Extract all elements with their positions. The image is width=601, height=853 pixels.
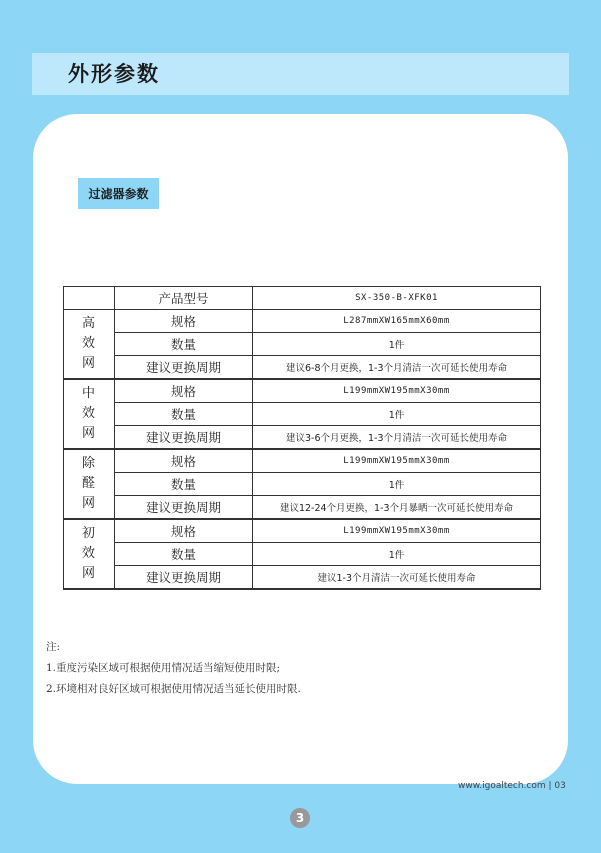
notes-heading: 注:	[46, 641, 61, 653]
section-subtitle: 过滤器参数	[78, 178, 159, 209]
quantity-label: 数量	[115, 333, 253, 356]
notes	[46, 637, 301, 700]
cycle-label: 建议更换周期	[115, 566, 253, 590]
spec-value: L199mmXW195mmX30mm	[253, 449, 541, 473]
table-row	[64, 543, 541, 566]
table-row	[64, 356, 541, 380]
cycle-label: 建议更换周期	[115, 426, 253, 450]
spec-value: L287mmXW165mmX60mm	[253, 310, 541, 333]
page-title: 外形参数	[68, 61, 160, 86]
spec-label: 规格	[115, 449, 253, 473]
table-row	[64, 379, 541, 403]
footer-url: www.igoaltech.com | 03	[458, 781, 566, 791]
table-row	[64, 496, 541, 520]
table-row	[64, 426, 541, 450]
table-row	[64, 519, 541, 543]
note-item: 2.环境相对良好区域可根据使用情况适当延长使用时限.	[46, 683, 301, 695]
quantity-label: 数量	[115, 403, 253, 426]
spec-label: 规格	[115, 379, 253, 403]
quantity-value: 1件	[253, 473, 541, 496]
spec-value: L199mmXW195mmX30mm	[253, 379, 541, 403]
filter-spec-table	[63, 286, 541, 590]
group-name-primary	[64, 519, 115, 589]
model-value: SX-350-B-XFK01	[253, 287, 541, 310]
cycle-label: 建议更换周期	[115, 496, 253, 520]
spec-value: L199mmXW195mmX30mm	[253, 519, 541, 543]
table-row	[64, 449, 541, 473]
group-name-text: 高效网	[82, 316, 97, 371]
quantity-value: 1件	[253, 543, 541, 566]
group-name-formaldehyde	[64, 449, 115, 519]
table-row	[64, 287, 541, 310]
table-row	[64, 473, 541, 496]
table-row	[64, 333, 541, 356]
quantity-value: 1件	[253, 333, 541, 356]
table-corner-cell	[64, 287, 115, 310]
cycle-value: 建议12-24个月更换，1-3个月暴晒一次可延长使用寿命	[253, 496, 541, 520]
note-item: 1.重度污染区域可根据使用情况适当缩短使用时限;	[46, 662, 281, 674]
spec-label: 规格	[115, 519, 253, 543]
page-number-badge: 3	[290, 808, 310, 828]
table-row	[64, 566, 541, 590]
quantity-value: 1件	[253, 403, 541, 426]
model-label: 产品型号	[115, 287, 253, 310]
table-row	[64, 403, 541, 426]
group-name-medium-efficiency	[64, 379, 115, 449]
group-name-high-efficiency	[64, 310, 115, 380]
table-row	[64, 310, 541, 333]
title-bar	[32, 53, 569, 95]
group-name-text: 中效网	[82, 386, 97, 441]
quantity-label: 数量	[115, 473, 253, 496]
quantity-label: 数量	[115, 543, 253, 566]
cycle-label: 建议更换周期	[115, 356, 253, 380]
cycle-value: 建议1-3个月清洁一次可延长使用寿命	[253, 566, 541, 590]
spec-label: 规格	[115, 310, 253, 333]
group-name-text: 初效网	[82, 526, 97, 581]
group-name-text: 除醛网	[82, 456, 97, 511]
cycle-value: 建议3-6个月更换，1-3个月清洁一次可延长使用寿命	[253, 426, 541, 450]
cycle-value: 建议6-8个月更换，1-3个月清洁一次可延长使用寿命	[253, 356, 541, 380]
